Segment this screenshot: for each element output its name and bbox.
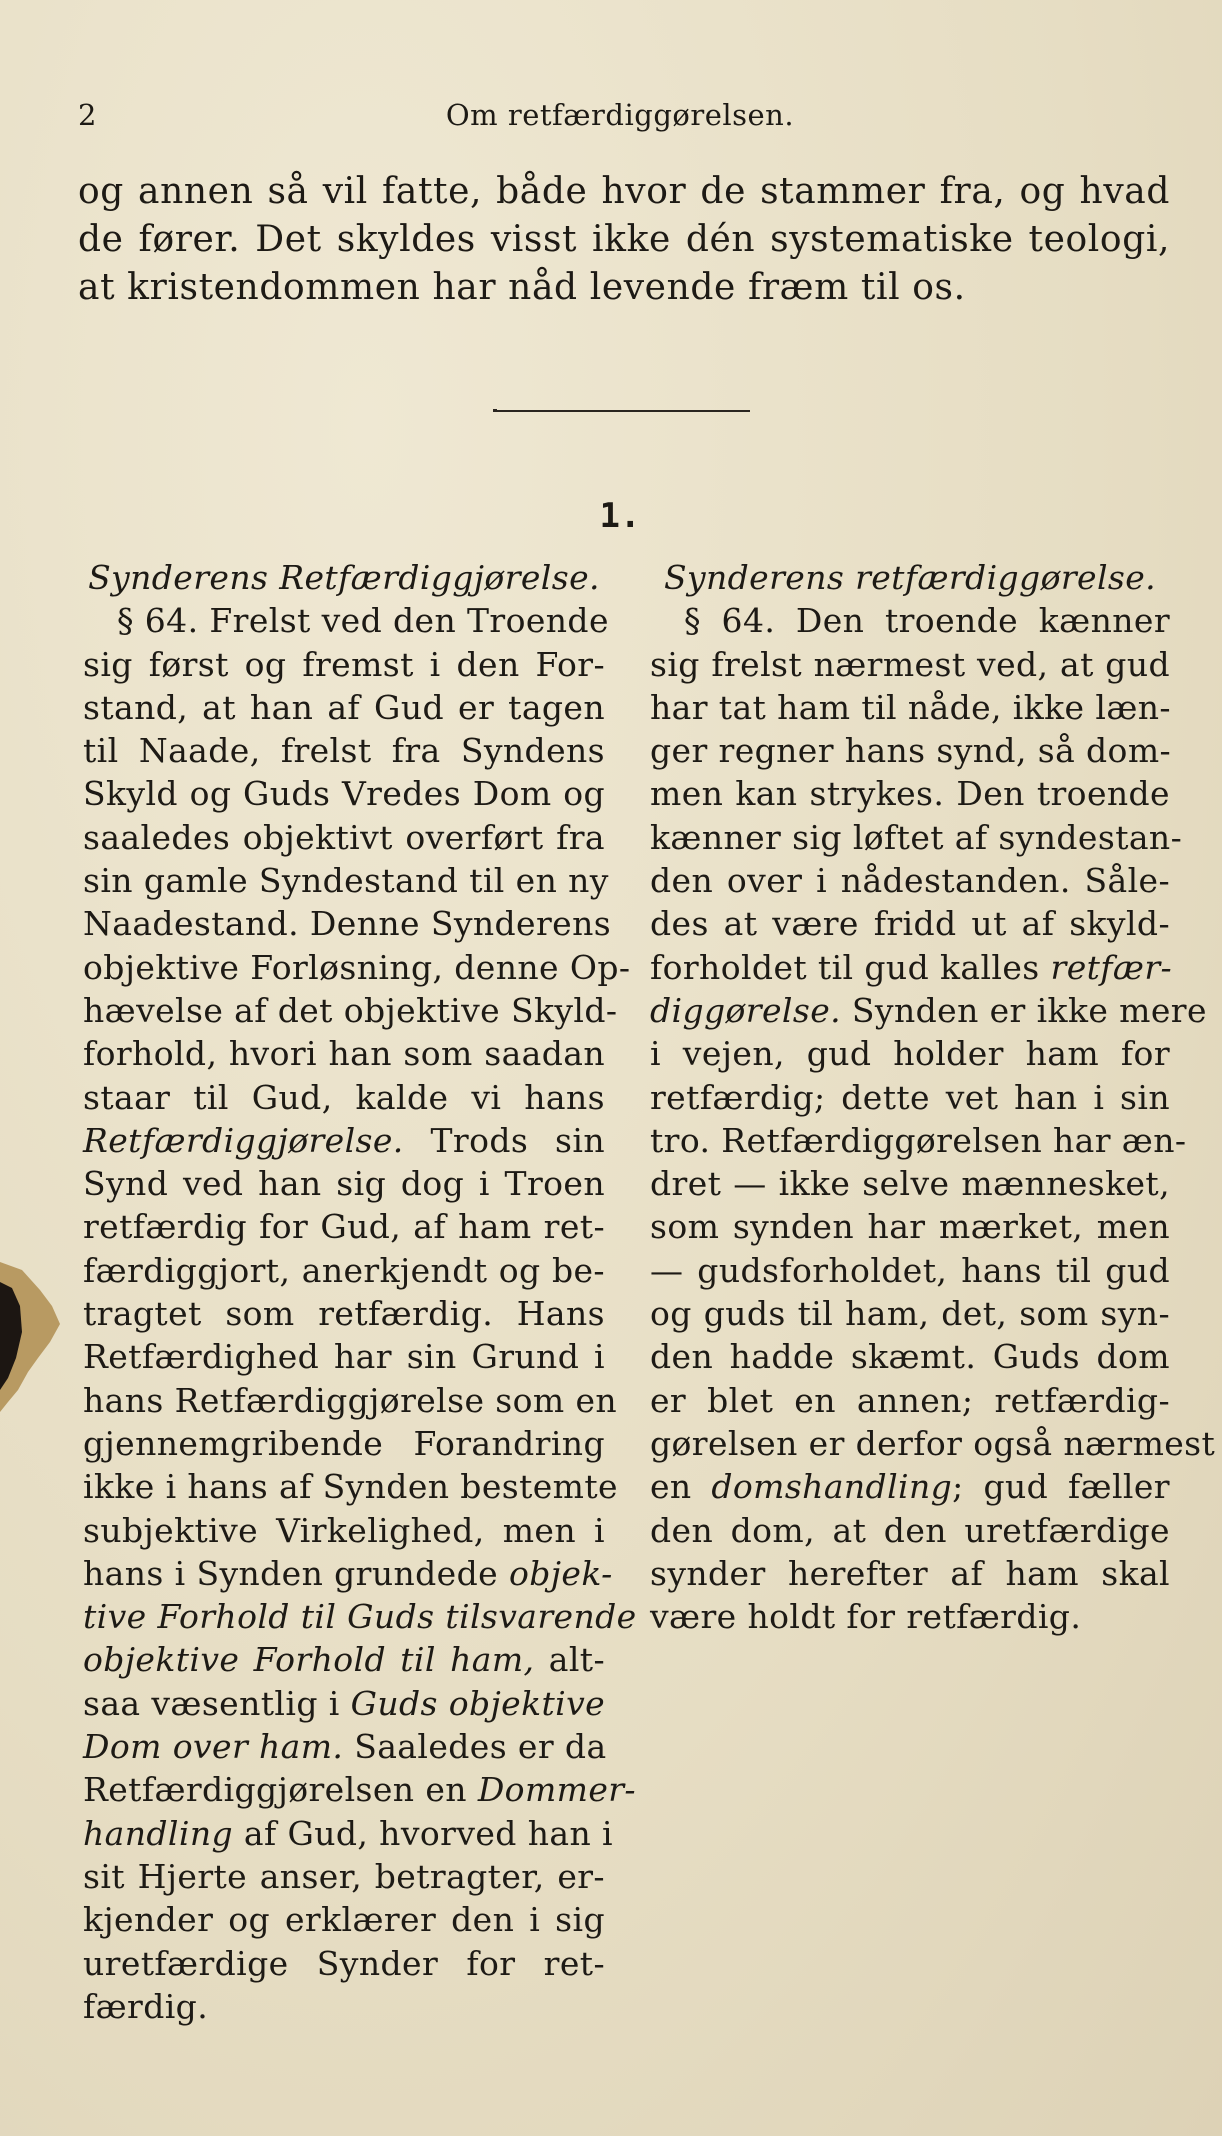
right-line: des at være fridd ut af skyld- (650, 904, 1170, 944)
left-line: Naadestand. Denne Synderens (83, 904, 612, 944)
right-line: men kan strykes. Den troende (650, 774, 1170, 814)
left-line: hævelse af det objektive Skyld- (83, 990, 618, 1030)
left-line: objektive Forløsning, denne Op- (83, 947, 631, 987)
intro-line: og annen så vil fatte, både hvor de stammer fra, og hvad (78, 171, 1170, 212)
right-line: kænner sig løftet af syndestan- (650, 817, 1183, 857)
right-line: gørelsen er derfor også nærmest (650, 1423, 1216, 1463)
left-line: staar til Gud, kalde vi hans (83, 1077, 605, 1117)
italic-term: objek- (508, 1553, 613, 1593)
right-column-modernized-text (650, 556, 1216, 1638)
left-line: saaledes objektivt overført fra (83, 817, 605, 857)
left-line: hans Retfærdiggjørelse som en (83, 1380, 618, 1420)
left-line: til Naade, frelst fra Syndens (83, 731, 605, 771)
right-line: § 64. Den troende kænner (684, 601, 1170, 641)
section-number: 1. (599, 496, 641, 536)
right-column-heading: Synderens retfærdiggørelse. (663, 558, 1157, 597)
left-line: sin gamle Syndestand til en ny (83, 861, 609, 901)
italic-term: handling (83, 1813, 233, 1853)
page-header (78, 98, 1162, 138)
left-line-with-italic: Dom over ham. Saaledes er da (83, 1727, 607, 1767)
left-line-with-italic: objektive Forhold til ham, alt- (83, 1640, 605, 1680)
left-line: sit Hjerte anser, betragter, er- (83, 1856, 605, 1896)
right-line: ger regner hans synd, så dom- (650, 731, 1172, 771)
intro-paragraph (78, 168, 1170, 312)
right-line: i vejen, gud holder ham for (650, 1034, 1170, 1074)
left-line: Skyld og Guds Vredes Dom og (83, 774, 605, 814)
intro-line: de fører. Det skyldes visst ikke dén systematiske teologi, (78, 219, 1170, 260)
right-line: dret — ikke selve mænnesket, (650, 1164, 1170, 1204)
left-line-with-italic: hans i Synden grundede objek- (83, 1553, 613, 1593)
right-line-with-italic: diggørelse. Synden er ikke mere (650, 990, 1207, 1030)
left-line: retfærdig for Gud, af ham ret- (83, 1207, 605, 1247)
left-line-with-italic: Retfærdiggjørelse. Trods sin (83, 1120, 605, 1160)
left-column-heading: Synderens Retfærdiggjørelse. (88, 558, 600, 597)
left-line: gjennemgribende Forandring (83, 1423, 605, 1463)
page-number: 2 (78, 98, 97, 132)
left-line: Retfærdighed har sin Grund i (83, 1337, 605, 1377)
section-divider-rule (493, 410, 750, 412)
left-line: stand, at han af Gud er tagen (83, 687, 605, 727)
italic-term: tive Forhold til Guds tilsvarende (83, 1597, 637, 1637)
italic-term: Guds objektive (350, 1683, 606, 1723)
left-line-with-italic: Retfærdiggjørelsen en Dommer- (83, 1770, 636, 1810)
right-line: — gudsforholdet, hans til gud (650, 1250, 1170, 1290)
left-line: kjender og erklærer den i sig (83, 1900, 605, 1940)
left-line: Synd ved han sig dog i Troen (83, 1164, 605, 1204)
right-line: retfærdig; dette vet han i sin (650, 1077, 1170, 1117)
left-line: § 64. Frelst ved den Troende (117, 601, 609, 641)
left-line: sig først og fremst i den For- (83, 644, 605, 684)
left-line: færdig. (83, 1986, 209, 2026)
left-line: ikke i hans af Synden bestemte (83, 1467, 618, 1507)
italic-term: Dommer- (477, 1770, 636, 1810)
right-line: den dom, at den uretfærdige (650, 1510, 1170, 1550)
italic-term: Retfærdiggjørelse. (83, 1120, 404, 1160)
left-line-italic (83, 1595, 637, 1638)
left-line: færdiggjort, anerkjendt og be- (83, 1250, 605, 1290)
right-line: har tat ham til nåde, ikke læn- (650, 687, 1171, 727)
left-line: tragtet som retfærdig. Hans (83, 1294, 605, 1334)
right-line: synder herefter af ham skal (650, 1553, 1170, 1593)
right-line: som synden har mærket, men (650, 1207, 1170, 1247)
right-line: sig frelst nærmest ved, at gud (650, 644, 1170, 684)
right-line: og guds til ham, det, som syn- (650, 1294, 1170, 1334)
right-line: den over i nådestanden. Såle- (650, 861, 1170, 901)
left-line: forhold, hvori han som saadan (83, 1034, 605, 1074)
intro-line: at kristendommen har nåd levende fræm til os. (78, 267, 966, 308)
italic-term: objektive Forhold til ham, (83, 1640, 535, 1680)
right-line: er blet en annen; retfærdig- (650, 1380, 1170, 1420)
left-line-with-italic: saa væsentlig i Guds objektive (83, 1683, 606, 1723)
left-line-with-italic: handling af Gud, hvorved han i (83, 1813, 613, 1853)
right-line-with-italic: en domshandling; gud fæller (650, 1467, 1170, 1507)
italic-term: diggørelse. (650, 990, 842, 1030)
italic-term: retfær- (1050, 947, 1173, 987)
left-column-original-text (83, 556, 637, 2028)
italic-term: domshandling (711, 1467, 953, 1507)
right-line: tro. Retfærdiggørelsen har æn- (650, 1120, 1187, 1160)
running-title: Om retfærdiggørelsen. (445, 98, 795, 132)
right-line: den hadde skæmt. Guds dom (650, 1337, 1170, 1377)
right-line-with-italic: forholdet til gud kalles retfær- (650, 947, 1173, 987)
right-line: være holdt for retfærdig. (650, 1597, 1082, 1637)
left-line: subjektive Virkelighed, men i (83, 1510, 605, 1550)
torn-page-edge (0, 1262, 70, 1412)
italic-term: Dom over ham. (83, 1727, 344, 1767)
left-line: uretfærdige Synder for ret- (83, 1943, 605, 1983)
